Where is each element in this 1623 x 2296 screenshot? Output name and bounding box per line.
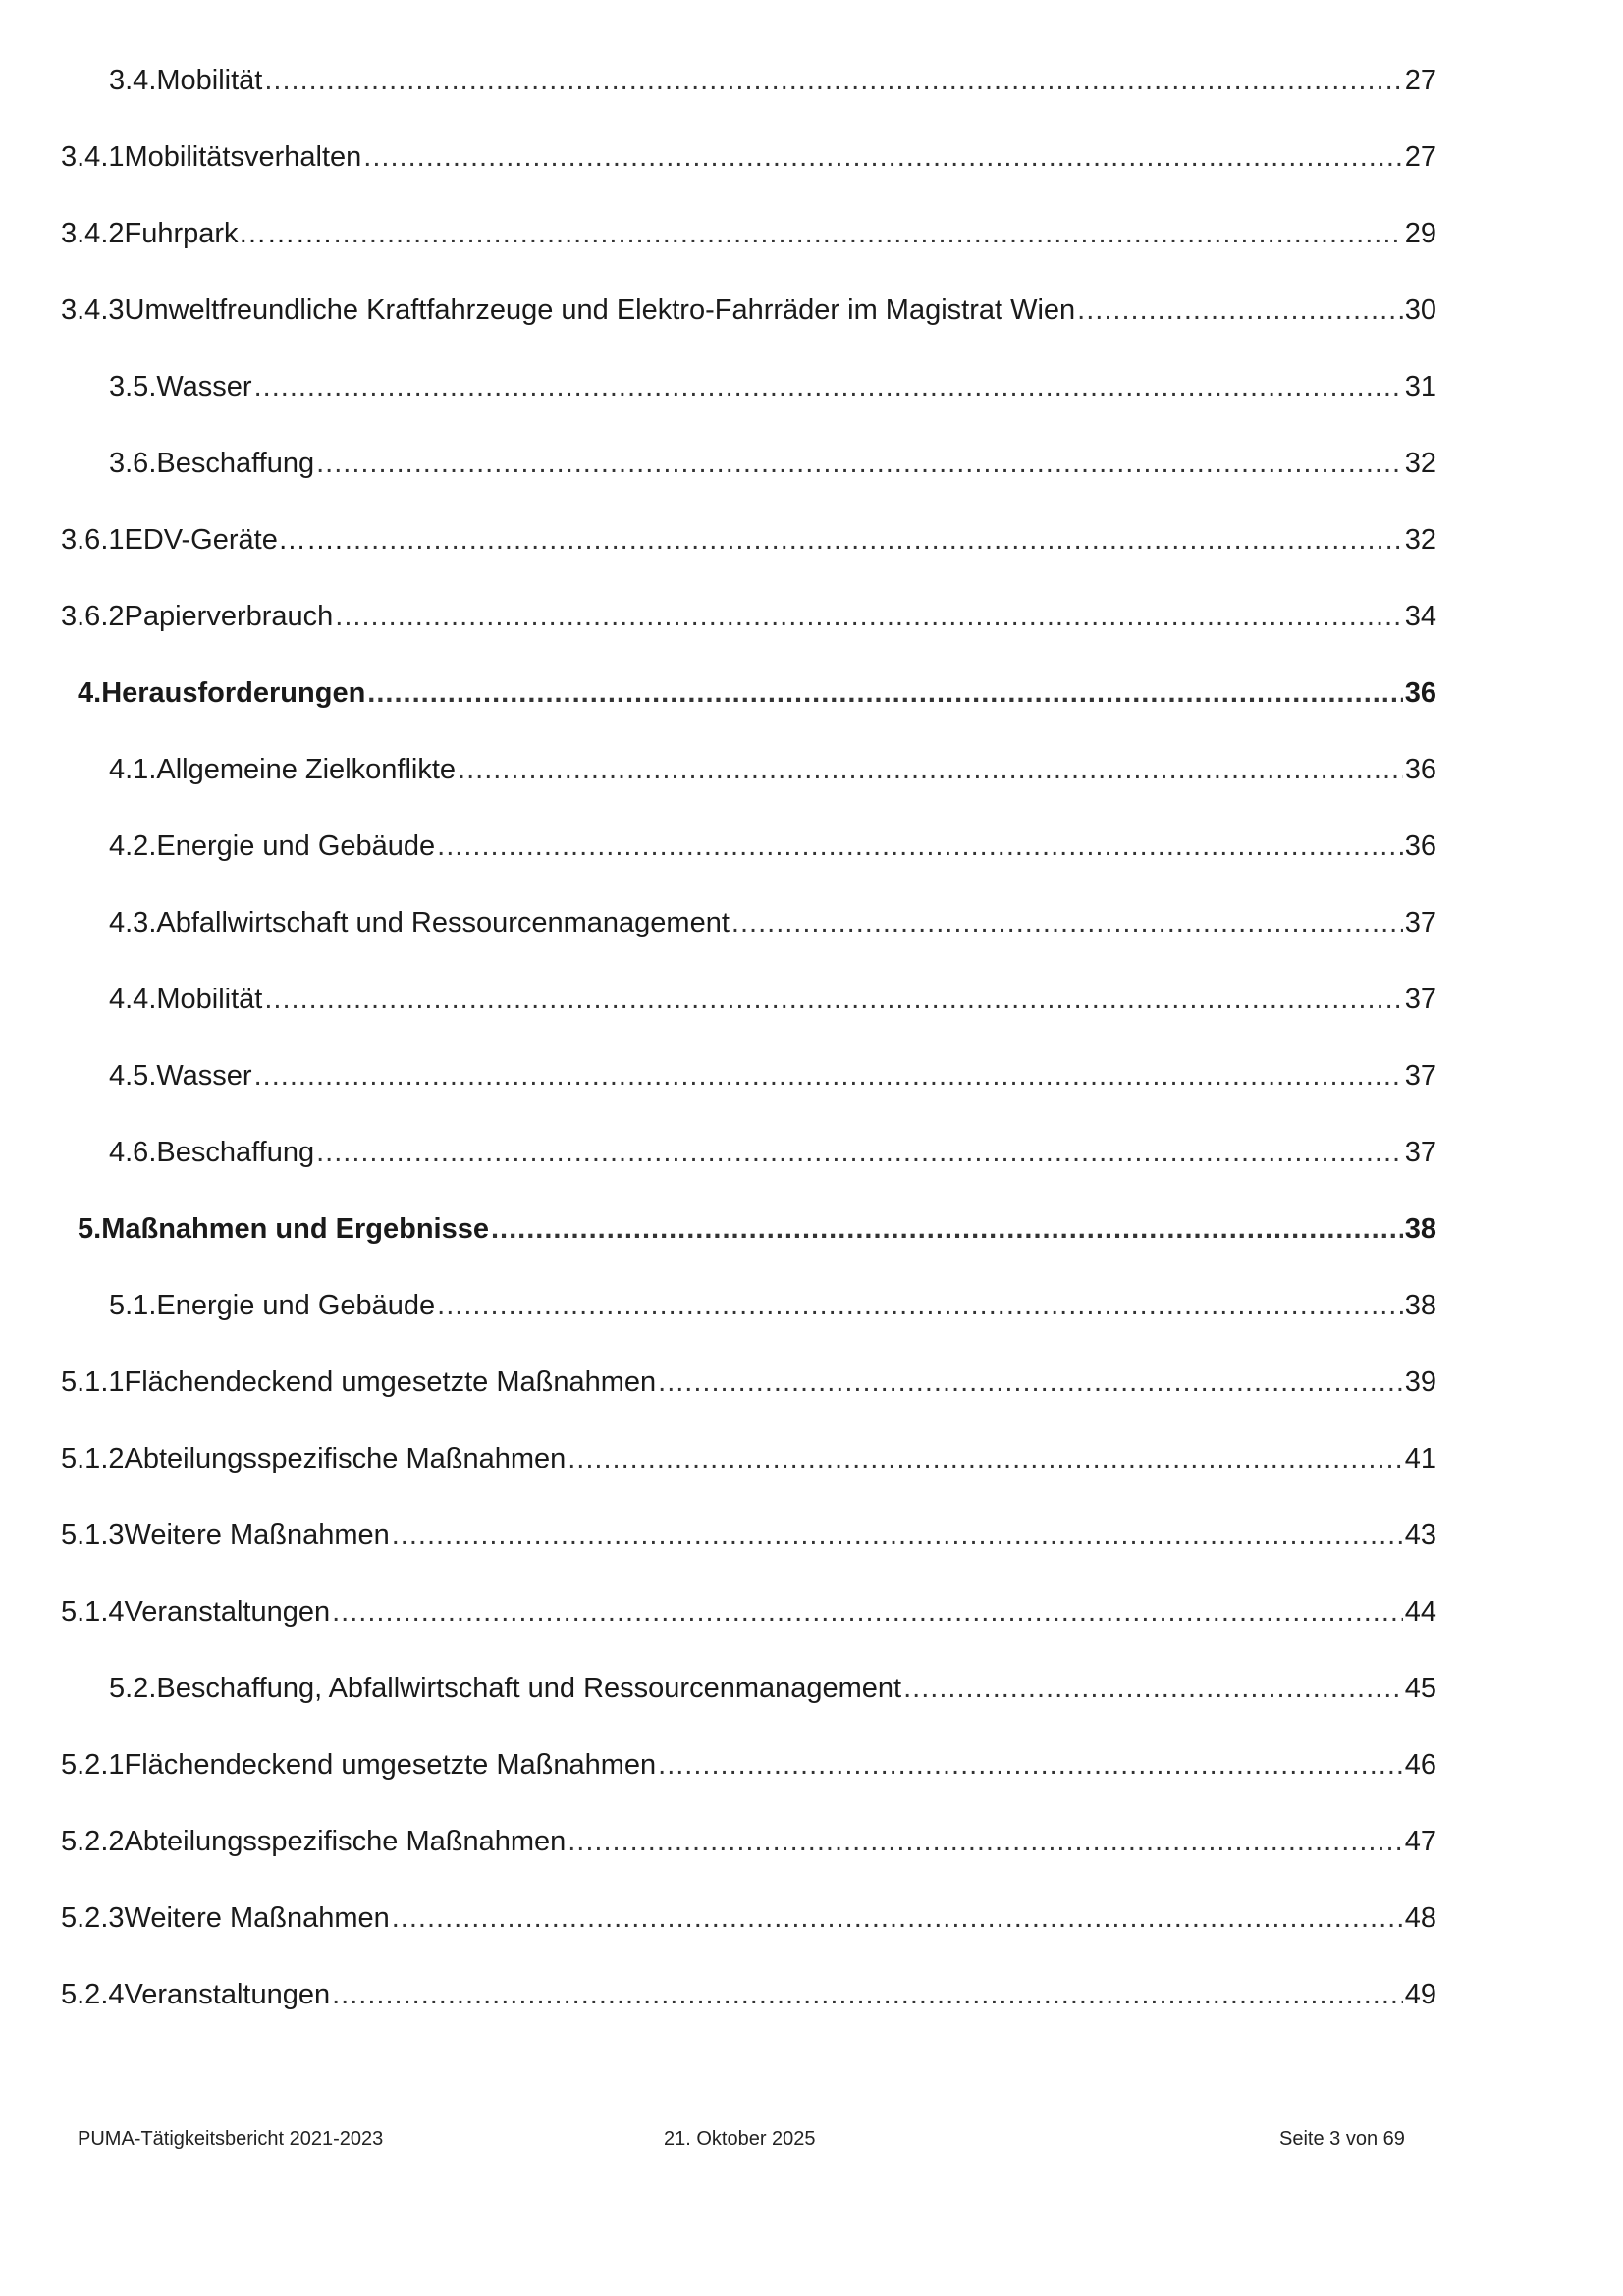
toc-title: Beschaffung xyxy=(156,448,315,479)
toc-entry[interactable] xyxy=(61,1516,1436,1555)
footer-report-title: PUMA-Tätigkeitsbericht 2021-2023 xyxy=(78,2128,384,2150)
toc-leader xyxy=(316,444,1403,483)
toc-page: 39 xyxy=(1404,1366,1436,1398)
toc-number: 3.5. xyxy=(109,371,157,402)
toc-entry[interactable] xyxy=(61,1439,1436,1478)
toc-title: Mobilität xyxy=(156,65,263,96)
toc-number: 5.2. xyxy=(109,1673,157,1704)
toc-title: Papierverbrauch xyxy=(124,601,334,632)
toc-page: 31 xyxy=(1404,371,1436,402)
toc-leader xyxy=(254,367,1403,406)
toc-page: 37 xyxy=(1404,1060,1436,1092)
toc-page: 37 xyxy=(1404,1137,1436,1168)
toc-page: 41 xyxy=(1404,1443,1436,1474)
toc-entry[interactable] xyxy=(109,980,1436,1019)
toc-entry[interactable] xyxy=(78,1209,1436,1249)
toc-leader xyxy=(345,520,1403,560)
toc-title: Herausforderungen xyxy=(101,677,366,709)
toc-title: EDV-Geräte……. xyxy=(124,524,343,556)
toc-title: Flächendeckend umgesetzte Maßnahmen xyxy=(124,1366,657,1398)
toc-leader xyxy=(335,597,1402,636)
toc-leader xyxy=(568,1822,1402,1861)
toc-number: 5.1. xyxy=(109,1290,157,1321)
toc-leader xyxy=(437,1286,1403,1325)
toc-leader xyxy=(1077,291,1403,330)
toc-page: 32 xyxy=(1404,448,1436,479)
toc-page: 34 xyxy=(1404,601,1436,632)
toc-leader xyxy=(264,61,1402,100)
toc-page: 36 xyxy=(1404,677,1436,709)
toc-page: 44 xyxy=(1404,1596,1436,1628)
toc-entry[interactable] xyxy=(109,444,1436,483)
toc-number: 3.6.1 xyxy=(61,524,125,556)
toc-leader xyxy=(264,980,1402,1019)
toc-page: 37 xyxy=(1404,907,1436,938)
toc-leader xyxy=(332,1975,1403,2014)
footer-date: 21. Oktober 2025 xyxy=(664,2128,816,2150)
toc-title: Maßnahmen und Ergebnisse xyxy=(101,1213,489,1245)
toc-leader xyxy=(254,1056,1403,1095)
toc-title: Fuhrpark………. xyxy=(124,218,332,249)
toc-title: Abteilungsspezifische Maßnahmen xyxy=(124,1826,567,1857)
toc-number: 3.4.2 xyxy=(61,218,125,249)
toc-number: 3.4. xyxy=(109,65,157,96)
toc-number: 4.5. xyxy=(109,1060,157,1092)
toc-leader xyxy=(437,827,1403,866)
toc-number: 5. xyxy=(78,1213,102,1245)
toc-title: Umweltfreundliche Kraftfahrzeuge und Elektro-Fahrräder im Magistrat Wien xyxy=(124,294,1076,326)
toc-page: 27 xyxy=(1404,65,1436,96)
toc-entry[interactable] xyxy=(61,1362,1436,1402)
toc-leader xyxy=(316,1133,1403,1172)
toc-title: Beschaffung xyxy=(156,1137,315,1168)
toc-entry[interactable] xyxy=(109,750,1436,789)
footer-page-number: Seite 3 von 69 xyxy=(1279,2128,1405,2150)
toc-page: 36 xyxy=(1404,830,1436,862)
toc-number: 4.2. xyxy=(109,830,157,862)
toc-page: 48 xyxy=(1404,1902,1436,1934)
toc-page: 47 xyxy=(1404,1826,1436,1857)
toc-entry[interactable] xyxy=(109,61,1436,100)
toc-number: 5.2.4 xyxy=(61,1979,125,2010)
toc-entry[interactable] xyxy=(61,214,1436,253)
toc-page: 27 xyxy=(1404,141,1436,173)
toc-page: 37 xyxy=(1404,984,1436,1015)
toc-entry[interactable] xyxy=(109,367,1436,406)
toc-entry[interactable] xyxy=(61,597,1436,636)
toc-entry[interactable] xyxy=(61,291,1436,330)
toc-page: 43 xyxy=(1404,1520,1436,1551)
toc-number: 4. xyxy=(78,677,102,709)
toc-number: 3.4.1 xyxy=(61,141,125,173)
toc-number: 3.6.2 xyxy=(61,601,125,632)
toc-leader xyxy=(658,1362,1403,1402)
toc-entry[interactable] xyxy=(61,520,1436,560)
toc-entry[interactable] xyxy=(109,1669,1436,1708)
toc-leader xyxy=(491,1209,1403,1249)
toc-title: Abteilungsspezifische Maßnahmen xyxy=(124,1443,567,1474)
toc-entry[interactable] xyxy=(78,673,1436,713)
toc-entry[interactable] xyxy=(109,903,1436,942)
toc-number: 5.2.2 xyxy=(61,1826,125,1857)
toc-title: Weitere Maßnahmen xyxy=(124,1520,390,1551)
toc-leader xyxy=(731,903,1403,942)
toc-title: Wasser xyxy=(156,1060,252,1092)
toc-page: 46 xyxy=(1404,1749,1436,1781)
toc-number: 4.3. xyxy=(109,907,157,938)
toc-entry[interactable] xyxy=(61,137,1436,177)
toc-leader xyxy=(392,1516,1403,1555)
toc-title: Weitere Maßnahmen xyxy=(124,1902,390,1934)
toc-entry[interactable] xyxy=(109,1133,1436,1172)
toc-number: 5.1.2 xyxy=(61,1443,125,1474)
toc-page: 38 xyxy=(1404,1290,1436,1321)
toc-leader xyxy=(392,1898,1403,1938)
toc-entry[interactable] xyxy=(109,827,1436,866)
toc-page: 32 xyxy=(1404,524,1436,556)
toc-leader xyxy=(334,214,1403,253)
toc-title: Energie und Gebäude xyxy=(156,830,436,862)
toc-number: 4.6. xyxy=(109,1137,157,1168)
toc-page: 36 xyxy=(1404,754,1436,785)
toc-number: 5.2.3 xyxy=(61,1902,125,1934)
toc-page: 49 xyxy=(1404,1979,1436,2010)
toc-title: Veranstaltungen xyxy=(124,1596,331,1628)
toc-title: Flächendeckend umgesetzte Maßnahmen xyxy=(124,1749,657,1781)
toc-page: 38 xyxy=(1404,1213,1436,1245)
toc-entry[interactable] xyxy=(61,1745,1436,1785)
toc-title: Mobilität xyxy=(156,984,263,1015)
toc-title: Wasser xyxy=(156,371,252,402)
toc-number: 5.2.1 xyxy=(61,1749,125,1781)
toc-title: Energie und Gebäude xyxy=(156,1290,436,1321)
toc-number: 3.4.3 xyxy=(61,294,125,326)
toc-number: 3.6. xyxy=(109,448,157,479)
toc-entry[interactable] xyxy=(61,1822,1436,1861)
toc-leader xyxy=(367,673,1402,713)
toc-entry[interactable] xyxy=(109,1286,1436,1325)
toc-entry[interactable] xyxy=(109,1056,1436,1095)
toc-leader xyxy=(658,1745,1403,1785)
toc-title: Veranstaltungen xyxy=(124,1979,331,2010)
toc-leader xyxy=(363,137,1402,177)
toc-title: Allgemeine Zielkonflikte xyxy=(156,754,457,785)
toc-leader xyxy=(458,750,1403,789)
toc-leader xyxy=(332,1592,1403,1631)
toc-page: 30 xyxy=(1404,294,1436,326)
toc-number: 4.4. xyxy=(109,984,157,1015)
toc-number: 4.1. xyxy=(109,754,157,785)
toc-number: 5.1.3 xyxy=(61,1520,125,1551)
toc-leader xyxy=(568,1439,1402,1478)
toc-title: Abfallwirtschaft und Ressourcenmanagement xyxy=(156,907,730,938)
toc-title: Beschaffung, Abfallwirtschaft und Ressourcenmanagement xyxy=(156,1673,902,1704)
toc-page: 45 xyxy=(1404,1673,1436,1704)
toc-number: 5.1.1 xyxy=(61,1366,125,1398)
toc-entry[interactable] xyxy=(61,1975,1436,2014)
toc-entry[interactable] xyxy=(61,1592,1436,1631)
toc-title: Mobilitätsverhalten xyxy=(124,141,362,173)
toc-page: 29 xyxy=(1404,218,1436,249)
toc-entry[interactable] xyxy=(61,1898,1436,1938)
toc-leader xyxy=(903,1669,1403,1708)
toc-number: 5.1.4 xyxy=(61,1596,125,1628)
